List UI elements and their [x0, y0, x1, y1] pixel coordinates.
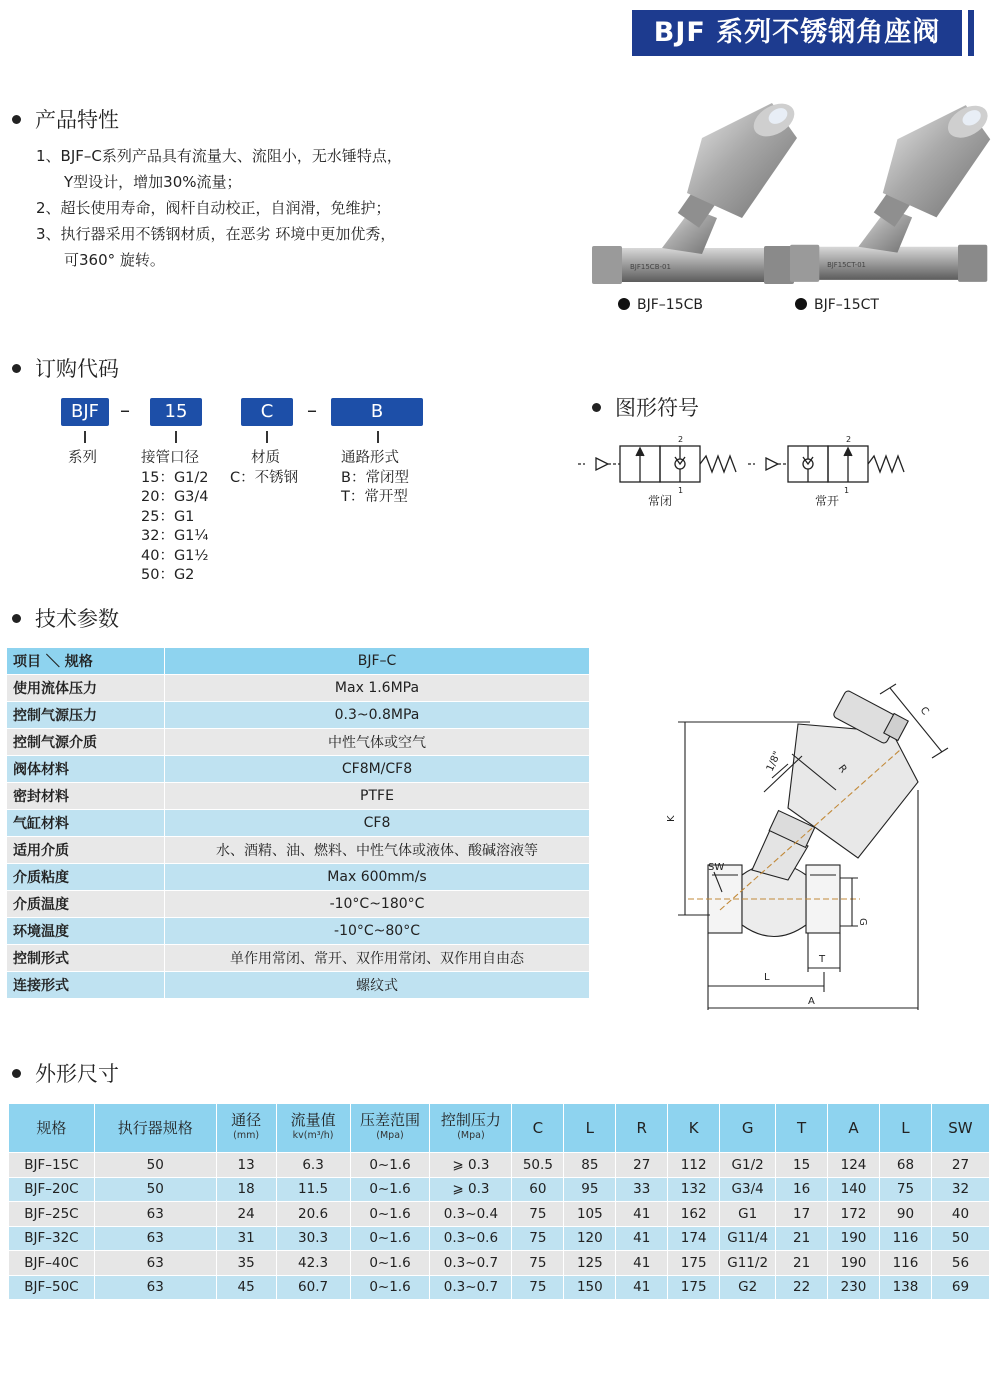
table-cell: 0~1.6: [350, 1202, 430, 1227]
code-leader: [377, 431, 379, 443]
table-cell: 17: [776, 1202, 828, 1227]
param-value: Max 600mm/s: [165, 864, 590, 891]
table-cell: 11.5: [276, 1177, 350, 1202]
table-cell: BJF–20C: [9, 1177, 95, 1202]
features-list: [36, 143, 402, 273]
table-cell: 190: [828, 1251, 880, 1276]
table-cell: 125: [564, 1251, 616, 1276]
table-row: [7, 675, 590, 702]
table-cell: 24: [216, 1202, 276, 1227]
table-cell: BJF–15C: [9, 1153, 95, 1178]
col-header: G: [720, 1104, 776, 1153]
col-header: 规格: [9, 1104, 95, 1153]
valve-symbols: [578, 430, 908, 512]
tech-heading: 技术参数: [12, 603, 119, 633]
code-series-label: 系列: [68, 450, 97, 466]
table-cell: G11/4: [720, 1226, 776, 1251]
table-cell: 63: [94, 1275, 216, 1300]
table-cell: 32: [931, 1177, 989, 1202]
table-cell: 190: [828, 1226, 880, 1251]
dim-label-t: T: [819, 954, 826, 965]
table-cell: 18: [216, 1177, 276, 1202]
table-cell: 50.5: [512, 1153, 564, 1178]
table-cell: 30.3: [276, 1226, 350, 1251]
table-cell: 13: [216, 1153, 276, 1178]
table-cell: 124: [828, 1153, 880, 1178]
bullet-icon: [592, 403, 601, 412]
nc-label: 常闭: [648, 494, 673, 508]
table-cell: 6.3: [276, 1153, 350, 1178]
code-path-item: B：常闭型: [341, 469, 409, 486]
code-box-material: C: [241, 398, 293, 426]
feature-line: 3、执行器采用不锈钢材质，在恶劣 环境中更加优秀，: [36, 225, 396, 243]
table-cell: BJF–25C: [9, 1202, 95, 1227]
code-pipe-item: 40：G1½: [141, 547, 209, 564]
dimensions-table: [8, 1103, 990, 1300]
table-cell: 112: [668, 1153, 720, 1178]
param-name: 连接形式: [7, 972, 165, 999]
param-value: 0.3~0.8MPa: [165, 702, 590, 729]
table-cell: 75: [512, 1251, 564, 1276]
dim-label-g: G: [857, 918, 868, 926]
bullet-icon: [795, 298, 807, 310]
table-cell: 56: [931, 1251, 989, 1276]
table-cell: 60.7: [276, 1275, 350, 1300]
code-box-size: 15: [150, 398, 202, 426]
code-box-path: B: [331, 398, 423, 426]
table-cell: 90: [879, 1202, 931, 1227]
code-pipe-item: 25：G1: [141, 508, 195, 525]
table-header-row: [9, 1104, 990, 1153]
table-cell: G2: [720, 1275, 776, 1300]
table-cell: 175: [668, 1275, 720, 1300]
param-value: 螺纹式: [165, 972, 590, 999]
table-cell: 230: [828, 1275, 880, 1300]
table-cell: 120: [564, 1226, 616, 1251]
param-name: 介质温度: [7, 891, 165, 918]
col-header: L: [879, 1104, 931, 1153]
dim-label-c: C: [917, 705, 931, 718]
feature-line: Y型设计，增加30%流量；: [64, 173, 242, 191]
code-path-title: 通路形式: [341, 450, 399, 466]
code-pipe-list: [141, 449, 209, 586]
table-cell: G1: [720, 1202, 776, 1227]
code-material-item: C：不锈钢: [230, 469, 299, 486]
bullet-icon: [12, 364, 21, 373]
valve-marking: BJF15CT-01: [827, 261, 866, 270]
table-cell: 0~1.6: [350, 1153, 430, 1178]
table-cell: 140: [828, 1177, 880, 1202]
table-cell: G11/2: [720, 1251, 776, 1276]
param-value: CF8M/CF8: [165, 756, 590, 783]
col-header: 执行器规格: [94, 1104, 216, 1153]
table-cell: 116: [879, 1251, 931, 1276]
table-cell: 95: [564, 1177, 616, 1202]
table-cell: 41: [616, 1275, 668, 1300]
param-value: Max 1.6MPa: [165, 675, 590, 702]
table-row: [7, 864, 590, 891]
table-cell: 41: [616, 1226, 668, 1251]
code-dash: –: [307, 398, 317, 422]
table-cell: 138: [879, 1275, 931, 1300]
table-cell: 31: [216, 1226, 276, 1251]
table-cell: 60: [512, 1177, 564, 1202]
table-row: [7, 756, 590, 783]
table-cell: 132: [668, 1177, 720, 1202]
table-cell: 175: [668, 1251, 720, 1276]
param-name: 介质粘度: [7, 864, 165, 891]
col-header: T: [776, 1104, 828, 1153]
code-pipe-item: 20：G3/4: [141, 489, 209, 505]
table-row: [7, 972, 590, 999]
param-value: -10°C~80°C: [165, 918, 590, 945]
table-row: [7, 945, 590, 972]
col-header: 通径 (mm): [216, 1104, 276, 1153]
table-cell: 16: [776, 1177, 828, 1202]
bullet-icon: [618, 298, 630, 310]
table-cell: 0~1.6: [350, 1275, 430, 1300]
table-cell: 75: [512, 1226, 564, 1251]
table-cell: 0.3~0.7: [430, 1275, 512, 1300]
table-cell: 172: [828, 1202, 880, 1227]
port-1-label: 1: [678, 486, 684, 495]
code-box-series: BJF: [61, 398, 109, 426]
table-cell: 15: [776, 1153, 828, 1178]
code-path-list: [341, 449, 409, 508]
table-cell: BJF–40C: [9, 1251, 95, 1276]
table-cell: 21: [776, 1251, 828, 1276]
title-accent-bar: [968, 10, 974, 56]
table-cell: 50: [94, 1153, 216, 1178]
param-value: CF8: [165, 810, 590, 837]
table-cell: 27: [931, 1153, 989, 1178]
table-row: [7, 729, 590, 756]
table-cell: 33: [616, 1177, 668, 1202]
param-name: 适用介质: [7, 837, 165, 864]
table-cell: 68: [879, 1153, 931, 1178]
valve-photo-nc: [592, 98, 807, 288]
bullet-icon: [12, 1069, 21, 1078]
table-row: [9, 1202, 990, 1227]
table-cell: 63: [94, 1226, 216, 1251]
table-cell: 0~1.6: [350, 1251, 430, 1276]
code-pipe-title: 接管口径: [141, 450, 199, 466]
table-cell: 21: [776, 1226, 828, 1251]
col-header: R: [616, 1104, 668, 1153]
table-row: [7, 891, 590, 918]
table-cell: 41: [616, 1202, 668, 1227]
port-2-label: 2: [678, 435, 684, 444]
param-name: 密封材料: [7, 783, 165, 810]
col-header: A: [828, 1104, 880, 1153]
param-name: 气缸材料: [7, 810, 165, 837]
code-leader: [175, 431, 177, 443]
dimension-drawing: [660, 680, 960, 1020]
param-name: 控制形式: [7, 945, 165, 972]
table-row: [7, 918, 590, 945]
dim-label-r: R: [835, 763, 849, 776]
param-name: 阀体材料: [7, 756, 165, 783]
table-cell: 69: [931, 1275, 989, 1300]
table-cell: ⩾ 0.3: [430, 1177, 512, 1202]
table-cell: 0.3~0.7: [430, 1251, 512, 1276]
table-row: [7, 783, 590, 810]
param-value: 单作用常闭、常开、双作用常闭、双作用自由态: [165, 945, 590, 972]
dim-label-angle: 1/8": [764, 749, 784, 774]
code-dash: –: [120, 398, 130, 422]
table-cell: 35: [216, 1251, 276, 1276]
dim-label-k: K: [666, 815, 677, 822]
table-cell: 174: [668, 1226, 720, 1251]
tech-params-table: [6, 647, 590, 999]
param-name: 环境温度: [7, 918, 165, 945]
table-cell: G3/4: [720, 1177, 776, 1202]
table-cell: BJF–50C: [9, 1275, 95, 1300]
table-row: [7, 810, 590, 837]
col-header: K: [668, 1104, 720, 1153]
table-cell: 50: [94, 1177, 216, 1202]
table-cell: 45: [216, 1275, 276, 1300]
code-material-title: 材质: [251, 450, 280, 466]
code-pipe-item: 32：G1¼: [141, 528, 209, 544]
table-cell: 42.3: [276, 1251, 350, 1276]
table-cell: 22: [776, 1275, 828, 1300]
param-value: -10°C~180°C: [165, 891, 590, 918]
table-cell: 75: [879, 1177, 931, 1202]
table-cell: 75: [512, 1275, 564, 1300]
table-cell: 0.3~0.6: [430, 1226, 512, 1251]
table-cell: ⩾ 0.3: [430, 1153, 512, 1178]
code-path-item: T：常开型: [341, 489, 408, 505]
param-name: 使用流体压力: [7, 675, 165, 702]
no-label: 常开: [815, 494, 840, 508]
dim-label-l: L: [764, 972, 770, 983]
symbol-normally-open: [748, 446, 904, 482]
param-value: PTFE: [165, 783, 590, 810]
param-name: 项目 ＼ 规格: [7, 648, 165, 675]
col-header: 流量值 kv(m³/h): [276, 1104, 350, 1153]
table-row: [7, 702, 590, 729]
valve-photo-no: [790, 98, 1000, 288]
table-row: [9, 1177, 990, 1202]
col-header: C: [512, 1104, 564, 1153]
param-value: BJF–C: [165, 648, 590, 675]
table-cell: 41: [616, 1251, 668, 1276]
col-header: L: [564, 1104, 616, 1153]
bullet-icon: [12, 614, 21, 623]
table-cell: 50: [931, 1226, 989, 1251]
table-row: [7, 648, 590, 675]
feature-line: 1、BJF–C系列产品具有流量大、流阻小，无水锤特点，: [36, 147, 402, 165]
table-row: [9, 1275, 990, 1300]
code-pipe-item: 50：G2: [141, 567, 195, 583]
page-title: BJF 系列不锈钢角座阀: [632, 10, 962, 56]
table-cell: 0~1.6: [350, 1226, 430, 1251]
table-cell: 20.6: [276, 1202, 350, 1227]
col-header: 压差范围 (Mpa): [350, 1104, 430, 1153]
table-cell: 162: [668, 1202, 720, 1227]
symbols-heading: 图形符号: [592, 392, 699, 422]
code-material-list: [230, 449, 298, 488]
port-1-label: 1: [844, 486, 850, 495]
product-label: BJF–15CB: [618, 297, 703, 313]
table-cell: 40: [931, 1202, 989, 1227]
table-row: [7, 837, 590, 864]
col-header: SW: [931, 1104, 989, 1153]
param-value: 水、酒精、油、燃料、中性气体或液体、酸碱溶液等: [165, 837, 590, 864]
table-cell: 63: [94, 1251, 216, 1276]
table-row: [9, 1153, 990, 1178]
param-value: 中性气体或空气: [165, 729, 590, 756]
feature-line: 可360° 旋转。: [64, 251, 165, 269]
table-row: [9, 1226, 990, 1251]
bullet-icon: [12, 115, 21, 124]
table-cell: 0.3~0.4: [430, 1202, 512, 1227]
table-cell: 105: [564, 1202, 616, 1227]
table-cell: G1/2: [720, 1153, 776, 1178]
param-name: 控制气源压力: [7, 702, 165, 729]
table-row: [9, 1251, 990, 1276]
code-leader: [84, 431, 86, 443]
dim-label-a: A: [808, 996, 815, 1007]
table-cell: 75: [512, 1202, 564, 1227]
product-label: BJF–15CT: [795, 297, 879, 313]
dim-label-sw: SW: [708, 862, 725, 873]
order-code-heading: 订购代码: [12, 353, 119, 383]
feature-line: 2、超长使用寿命，阀杆自动校正，自润滑，免维护；: [36, 199, 391, 217]
code-leader: [266, 431, 268, 443]
valve-marking: BJF15CB-01: [630, 263, 671, 271]
table-cell: 0~1.6: [350, 1177, 430, 1202]
table-cell: 150: [564, 1275, 616, 1300]
table-cell: BJF–32C: [9, 1226, 95, 1251]
table-cell: 116: [879, 1226, 931, 1251]
table-cell: 85: [564, 1153, 616, 1178]
port-2-label: 2: [846, 435, 852, 444]
features-heading: 产品特性: [12, 104, 119, 134]
param-name: 控制气源介质: [7, 729, 165, 756]
dims-heading: 外形尺寸: [12, 1058, 119, 1088]
symbol-normally-closed: [578, 446, 736, 482]
table-cell: 63: [94, 1202, 216, 1227]
code-pipe-item: 15：G1/2: [141, 469, 209, 486]
col-header: 控制压力 (Mpa): [430, 1104, 512, 1153]
table-cell: 27: [616, 1153, 668, 1178]
